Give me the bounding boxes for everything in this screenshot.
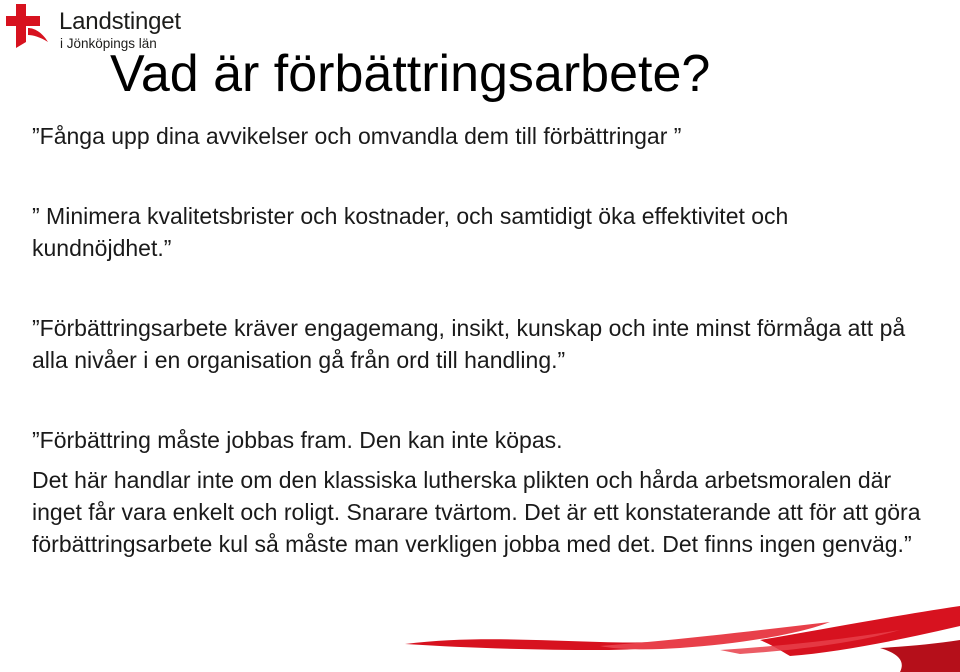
quote-paragraph: ” Minimera kvalitetsbrister och kostnader, och samtidigt öka effektivitet och kundnöjdhet.”	[32, 203, 789, 261]
slide-title: Vad är förbättringsarbete?	[110, 45, 711, 103]
logo-subtitle: i Jönköpings län	[60, 36, 157, 51]
quote-paragraph: ”Förbättringsarbete kräver engagemang, insikt, kunskap och inte minst förmåga att på alla nivåer i en organisation gå från ord till handling.”	[32, 315, 906, 373]
ribbon-tail	[880, 640, 960, 672]
quote-paragraph: ”Förbättring måste jobbas fram. Den kan inte köpas.	[32, 427, 563, 453]
quote-paragraph: ”Fånga upp dina avvikelser och omvandla dem till förbättringar ”	[32, 123, 682, 149]
logo-name: Landstinget	[59, 8, 181, 35]
decorative-ribbon	[0, 600, 960, 672]
body-paragraph: Det här handlar inte om den klassiska lutherska plikten och hårda arbetsmoralen där inget får vara enkelt och roligt. Snarare tvärtom. Det är ett konstaterande att för att göra förbättringsarbete kul så måste man verkligen jobba med det. Det finns ingen genväg.”	[32, 467, 921, 557]
landstinget-cross-icon	[2, 2, 50, 50]
